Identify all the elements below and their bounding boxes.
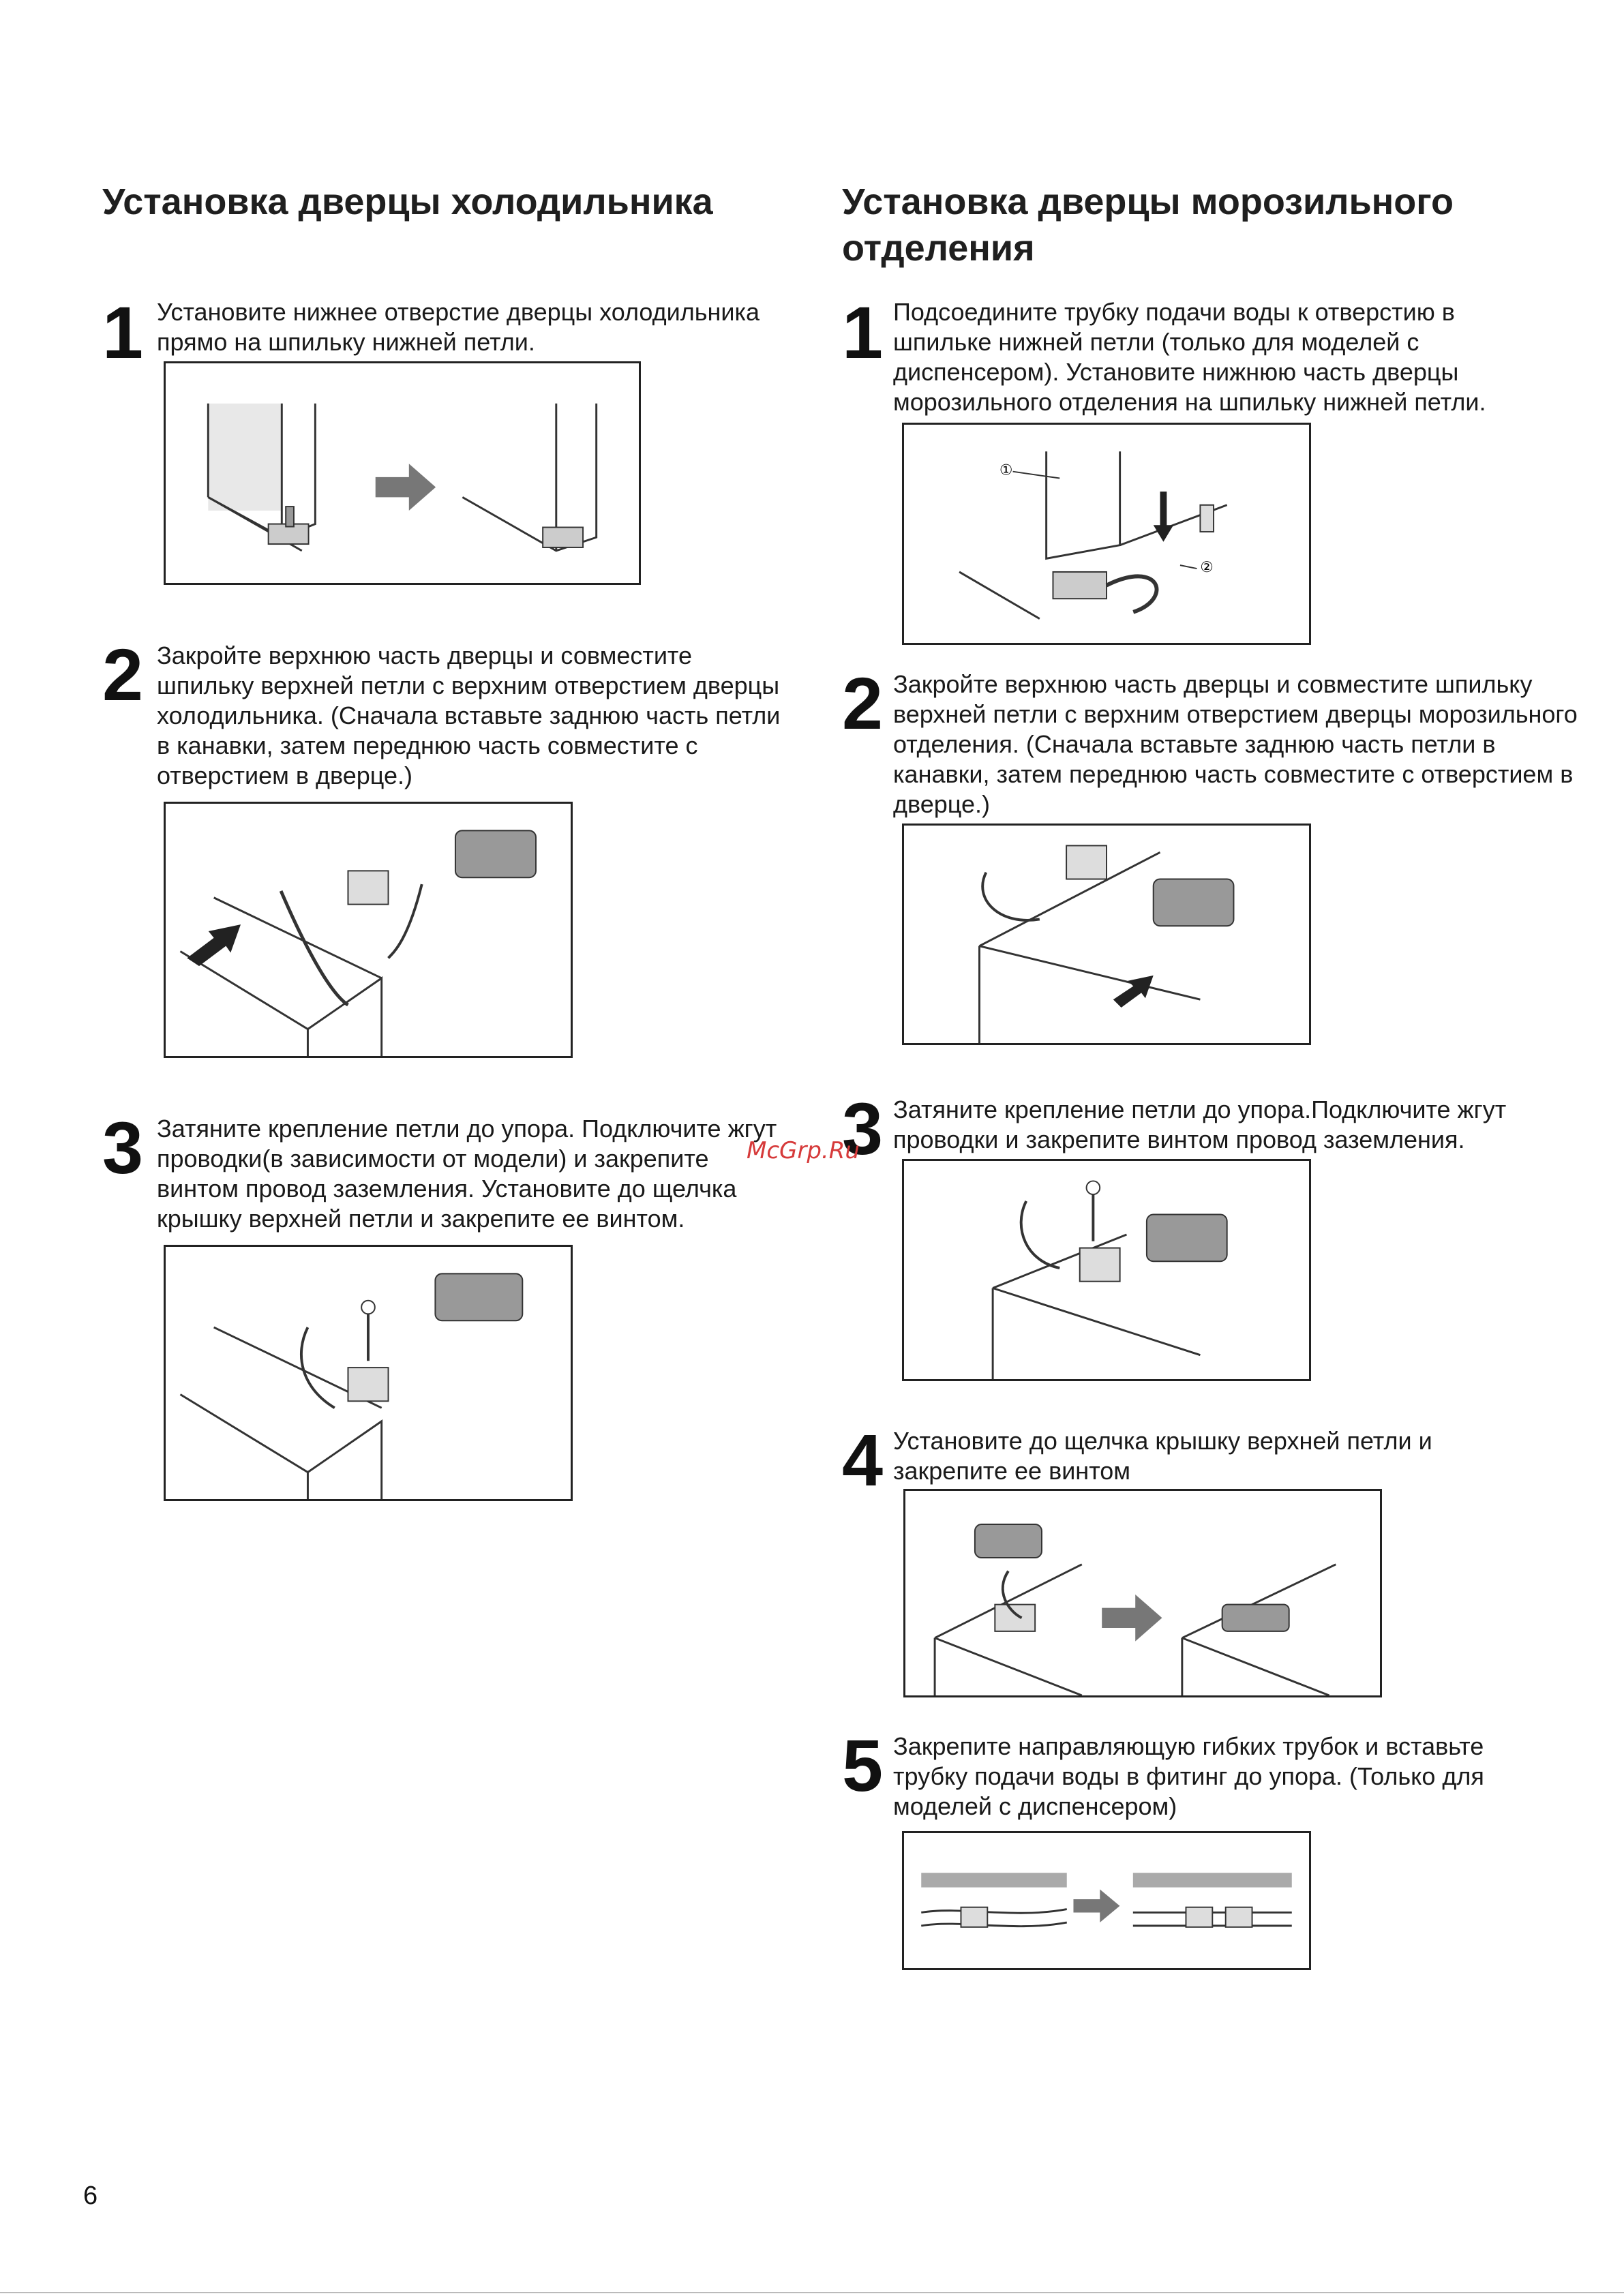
right-step-3-figure (902, 1159, 1311, 1381)
page-number: 6 (83, 2181, 98, 2210)
right-step-2-figure (902, 824, 1311, 1045)
left-step-1-text: Установите нижнее отверстие дверцы холодильника прямо на шпильку нижней петли. (157, 298, 760, 356)
right-step-2-number: 2 (842, 662, 884, 744)
left-step-2-text: Закройте верхнюю часть дверцы и совместите шпильку верхней петли с верхним отверстием дверцы холодильника. (Сначала вставьте заднюю часть петли в канавки, затем переднюю часть совместите с отверстием в дверце.) (157, 641, 781, 789)
right-step-5-number: 5 (842, 1724, 884, 1807)
left-section-title: Установка дверцы холодильника (102, 181, 713, 222)
left-step-1-figure (164, 361, 641, 585)
right-step-1-text: Подсоедините трубку подачи воды к отверстию в шпильке нижней петли (только для моделей с диспенсером). Установите нижнюю часть дверцы морозильного отделения на шпильку нижней петли. (893, 298, 1486, 416)
right-step-2-text: Закройте верхнюю часть дверцы и совместите шпильку верхней петли с верхним отверстием дверцы морозильного отделения. (Сначала вставьте заднюю часть петли в канавки, затем переднюю часть совместите с отверстием в дверце.) (893, 670, 1578, 818)
right-step-3-text: Затяните крепление петли до упора.Подключите жгут проводки и закрепите винтом провод заземления. (893, 1096, 1507, 1153)
right-step-5-text: Закрепите направляющую гибких трубок и вставьте трубку подачи воды в фитинг до упора. (Только для моделей с диспенсером) (893, 1732, 1484, 1820)
right-step-1-number: 1 (842, 291, 884, 374)
right-step-3-number: 3 (842, 1087, 884, 1170)
watermark: McGrp.Ru (747, 1137, 860, 1164)
hinge-tighten-illustration (166, 1247, 571, 1499)
right-step-5-figure (902, 1831, 1311, 1970)
upper-hinge-alignment-illustration (166, 804, 571, 1056)
freezer-upper-hinge-illustration (904, 826, 1309, 1043)
right-step-4-figure (903, 1489, 1382, 1697)
water-tube-bottom-hinge-illustration (904, 425, 1309, 643)
callout-1-label: ① (999, 462, 1013, 479)
right-step-1-figure (902, 423, 1311, 645)
door-bottom-hinge-illustration (166, 363, 639, 583)
right-step-4-number: 4 (842, 1419, 884, 1501)
left-step-3-text: Затяните крепление петли до упора. Подключите жгут проводки(в зависимости от модели) и закрепите винтом провод заземления. Установите до щелчка крышку верхней петли и закрепите ее винтом. (157, 1115, 777, 1233)
freezer-hinge-tighten-illustration (904, 1161, 1309, 1379)
hinge-cover-snap-illustration (905, 1491, 1380, 1695)
callout-2-label: ② (1200, 558, 1214, 576)
right-step-4-text: Установите до щелчка крышку верхней петли и закрепите ее винтом (893, 1427, 1432, 1485)
right-section-title: Установка дверцы морозильного отделения (842, 181, 1454, 269)
left-step-2-figure (164, 802, 573, 1058)
left-step-3-number: 3 (102, 1106, 144, 1189)
bottom-rule (0, 2292, 1624, 2293)
left-step-3-figure (164, 1245, 573, 1501)
left-step-2-number: 2 (102, 633, 144, 716)
left-step-1-number: 1 (102, 291, 144, 374)
water-tube-fitting-illustration (904, 1833, 1309, 1968)
